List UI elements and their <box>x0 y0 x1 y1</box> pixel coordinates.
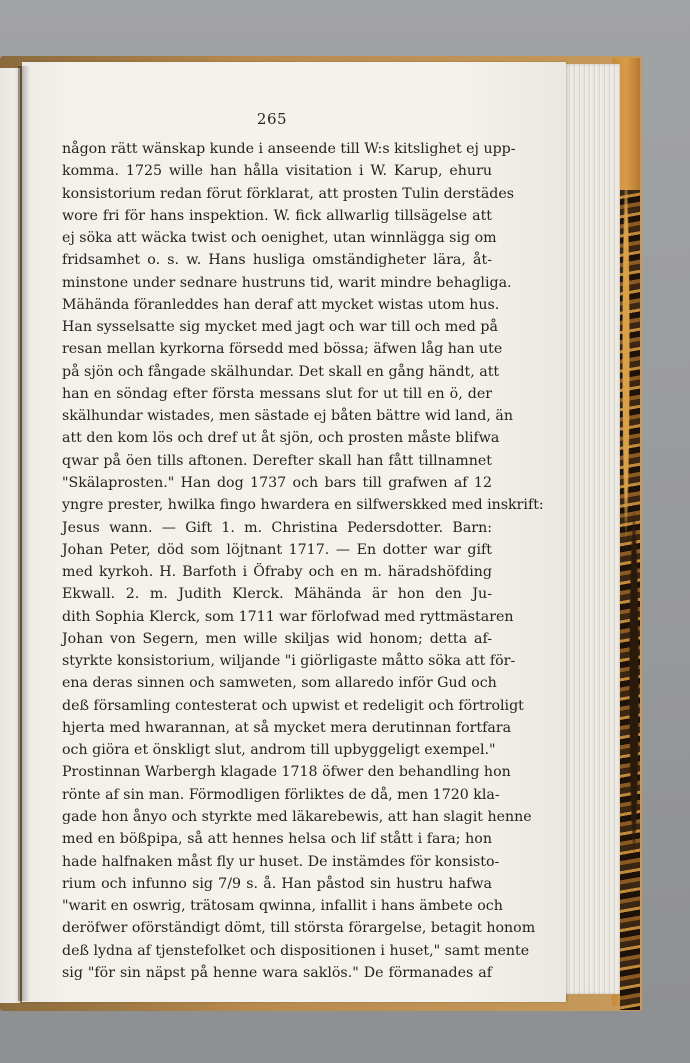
text-line: deröfwer oförständigt dömt, till största förargelse, betagit honom <box>62 920 536 937</box>
text-line: och giöra et önskligt slut, androm till upbyggeligt exempel." <box>62 742 496 759</box>
text-line: Ekwall. 2. m. Judith Klerck. Mähända är hon den Ju- <box>62 586 492 603</box>
text-line: att den kom lös och dref ut åt sjön, och prosten måste blifwa <box>62 430 500 447</box>
text-line: med en bößpipa, så att hennes helsa och lif stått i fara; hon <box>62 831 492 848</box>
marbled-board <box>620 190 640 1010</box>
text-line: fridsamhet o. s. w. Hans husliga omständigheter lära, åt- <box>62 252 492 269</box>
text-line: Han sysselsatte sig mycket med jagt och war till och med på <box>62 319 498 336</box>
text-line: ena deras sinnen och samweten, som allaredo inför Gud och <box>62 675 497 692</box>
text-line: komma. 1725 wille han hålla visitation i W. Karup, ehuru <box>62 163 492 180</box>
page-number: 265 <box>256 110 288 128</box>
text-line: på sjön och fångade skälhundar. Det skall en gång händt, att <box>62 363 500 380</box>
text-line: hjerta med hwarannan, at så mycket mera derutinnan fortfara <box>62 719 512 736</box>
text-line: "warit en oswrig, trätosam qwinna, infallit i hans ämbete och <box>62 898 503 915</box>
text-line: rönte af sin man. Förmodligen förliktes de då, men 1720 kla- <box>62 786 500 803</box>
text-line: yngre prester, hwilka fingo hwardera en silfwerskked med inskrift: <box>62 497 544 514</box>
text-line: Mähända föranleddes han deraf att mycket wistas utom hus. <box>62 296 500 313</box>
text-line: wore fri för hans inspektion. W. fick allwarlig tillsägelse att <box>62 207 492 224</box>
text-line: deß lydna af tjenstefolket och dispositionen i huset," samt mente <box>62 942 530 959</box>
text-line: dith Sophia Klerck, som 1711 war förlofwad med ryttmästaren <box>62 608 514 625</box>
text-line: minstone under sednare hustruns tid, warit mindre behagliga. <box>62 274 512 291</box>
text-line: Johan von Segern, men wille skiljas wid honom; detta af- <box>62 630 492 647</box>
text-line: ej söka att wäcka twist och oenighet, utan winnlägga sig om <box>62 230 497 247</box>
text-line: "Skälaprosten." Han dog 1737 och bars till grafwen af 12 <box>62 474 492 491</box>
text-line: hade halfnaken måst fly ur huset. De instämdes för konsisto- <box>62 853 500 870</box>
text-line: rium och infunno sig 7/9 s. å. Han påstod sin hustru hafwa <box>62 875 492 892</box>
page-stack <box>562 64 620 994</box>
text-line: skälhundar wistades, men sästade ej båten bättre wid land, än <box>62 408 514 425</box>
text-line: Prostinnan Warbergh klagade 1718 öfwer den behandling hon <box>62 764 511 781</box>
text-line: Jesus wann. — Gift 1. m. Christina Pedersdotter. Barn: <box>62 519 492 536</box>
text-line: sig "för sin näpst på henne wara saklös." De förmanades af <box>62 964 492 981</box>
text-line: med kyrkoh. H. Barfoth i Öfraby och en m. häradshöfding <box>62 564 492 581</box>
text-line: gade hon ånyo och styrkte med läkarebewis, att han slagit henne <box>62 808 532 825</box>
text-line: resan mellan kyrkorna försedd med bössa; äfwen låg han ute <box>62 341 503 358</box>
text-line: Johan Peter, död som löjtnant 1717. — En dotter war gift <box>62 541 492 558</box>
left-page-edge <box>0 68 20 1003</box>
text-line: styrkte konsistorium, wiljande "i giörligaste måtto söka att för- <box>62 653 516 670</box>
page-gutter-shadow <box>18 66 30 1001</box>
text-line: någon rätt wänskap kunde i anseende till W:s kitslighet ej upp- <box>62 141 516 157</box>
text-line: konsistorium redan förut förklarat, att prosten Tulin derstädes <box>62 185 515 202</box>
text-line: deß församling contesterat och upwist et redeligit och förtroligt <box>62 697 524 714</box>
page-text <box>62 138 544 984</box>
text-line: han en söndag efter första messans slut for ut till en ö, der <box>62 385 492 402</box>
text-line: qwar på öen tills aftonen. Derefter skall han fått tillnamnet <box>62 452 492 469</box>
